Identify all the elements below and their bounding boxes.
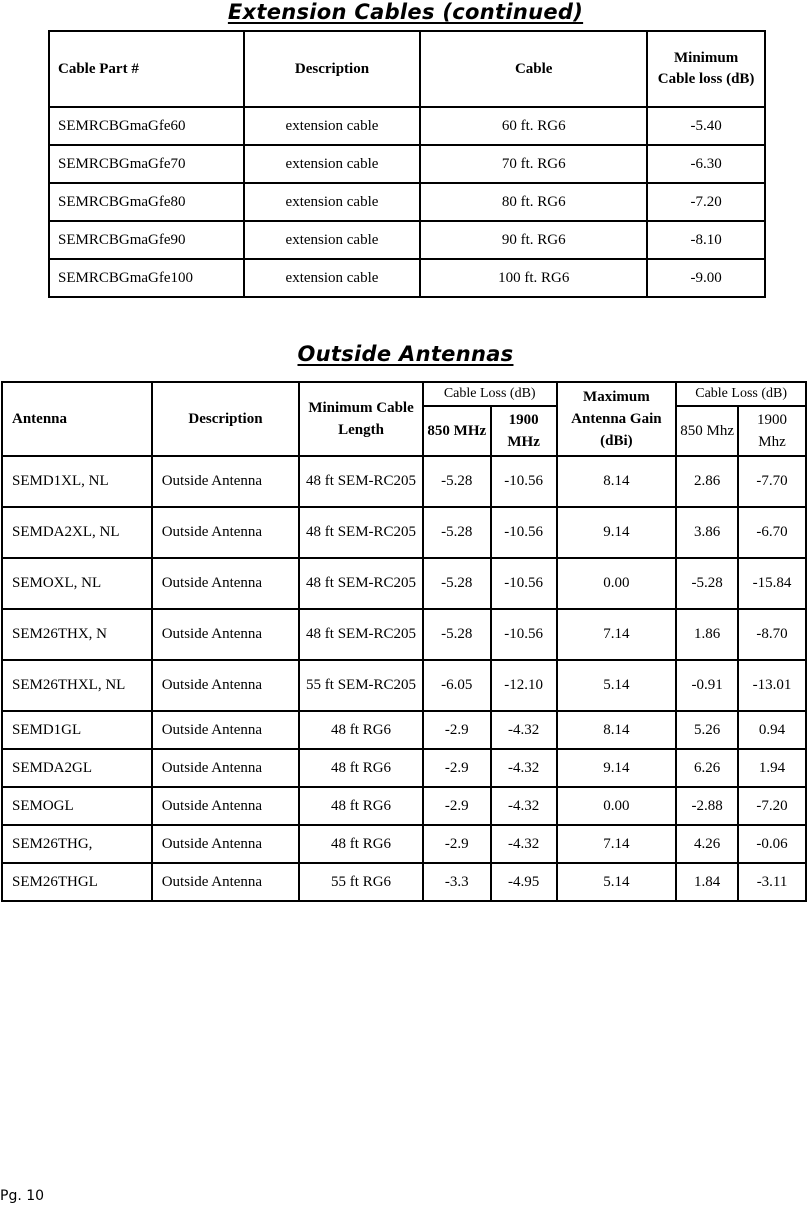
table-row: [49, 145, 765, 183]
cell-cable: 100 ft. RG6: [420, 259, 647, 297]
cell-antenna: SEMOGL: [2, 787, 152, 825]
cell-description: extension cable: [244, 221, 420, 259]
col-header-max-gain: Maximum Antenna Gain (dBi): [557, 382, 677, 456]
col-header-min-cable-length: Minimum Cable Length: [299, 382, 423, 456]
cell-min-length: 48 ft RG6: [299, 825, 423, 863]
cell-loss-850: -5.28: [423, 558, 491, 609]
cell-min-length: 48 ft SEM-RC205: [299, 558, 423, 609]
cell-max-gain: 9.14: [557, 749, 677, 787]
cell-net-850: 4.26: [676, 825, 738, 863]
cell-net-1900: -6.70: [738, 507, 806, 558]
table-row: [2, 507, 806, 558]
cell-max-gain: 5.14: [557, 660, 677, 711]
cell-antenna: SEMD1XL, NL: [2, 456, 152, 507]
extension-cables-title: Extension Cables (continued): [227, 0, 584, 24]
cell-loss-1900: -10.56: [491, 558, 557, 609]
cell-antenna: SEM26THX, N: [2, 609, 152, 660]
cell-min-length: 48 ft SEM-RC205: [299, 609, 423, 660]
cell-max-gain: 5.14: [557, 863, 677, 901]
cell-max-gain: 7.14: [557, 609, 677, 660]
cell-net-1900: -13.01: [738, 660, 806, 711]
cell-net-850: 1.86: [676, 609, 738, 660]
cell-net-1900: 1.94: [738, 749, 806, 787]
cell-loss: -5.40: [647, 107, 765, 145]
cell-loss-850: -2.9: [423, 787, 491, 825]
col-header-loss-1900: 1900 MHz: [491, 406, 557, 456]
cell-cable: 60 ft. RG6: [420, 107, 647, 145]
cell-description: Outside Antenna: [152, 558, 300, 609]
table-header-row: [49, 31, 765, 107]
table-row: [49, 259, 765, 297]
cell-net-850: 1.84: [676, 863, 738, 901]
cell-net-850: -5.28: [676, 558, 738, 609]
cell-description: Outside Antenna: [152, 609, 300, 660]
cell-min-length: 48 ft SEM-RC205: [299, 456, 423, 507]
cell-antenna: SEM26THG,: [2, 825, 152, 863]
cell-description: Outside Antenna: [152, 507, 300, 558]
cell-description: Outside Antenna: [152, 711, 300, 749]
cell-loss: -9.00: [647, 259, 765, 297]
cell-loss-1900: -4.95: [491, 863, 557, 901]
cell-loss-850: -5.28: [423, 456, 491, 507]
cell-net-1900: -0.06: [738, 825, 806, 863]
cell-min-length: 48 ft RG6: [299, 711, 423, 749]
cell-net-850: -0.91: [676, 660, 738, 711]
cell-description: Outside Antenna: [152, 825, 300, 863]
cell-max-gain: 9.14: [557, 507, 677, 558]
outside-antennas-table: [1, 381, 807, 902]
cell-loss-1900: -10.56: [491, 507, 557, 558]
cell-net-1900: 0.94: [738, 711, 806, 749]
table-row: [49, 107, 765, 145]
col-header-net-850: 850 Mhz: [676, 406, 738, 456]
col-group-cable-loss: Cable Loss (dB): [423, 382, 557, 406]
cell-min-length: 55 ft RG6: [299, 863, 423, 901]
cell-part: SEMRCBGmaGfe90: [49, 221, 244, 259]
col-header-loss-850: 850 MHz: [423, 406, 491, 456]
cell-net-850: 6.26: [676, 749, 738, 787]
cell-net-1900: -7.20: [738, 787, 806, 825]
table-row: [2, 825, 806, 863]
table-row: [2, 456, 806, 507]
cell-antenna: SEMD1GL: [2, 711, 152, 749]
table-row: [49, 183, 765, 221]
col-header-antenna: Antenna: [2, 382, 152, 456]
cell-net-850: -2.88: [676, 787, 738, 825]
cell-loss-1900: -10.56: [491, 456, 557, 507]
cell-net-850: 3.86: [676, 507, 738, 558]
cell-description: Outside Antenna: [152, 863, 300, 901]
cell-loss-1900: -10.56: [491, 609, 557, 660]
cell-min-length: 48 ft RG6: [299, 749, 423, 787]
cell-antenna: SEM26THGL: [2, 863, 152, 901]
cell-part: SEMRCBGmaGfe100: [49, 259, 244, 297]
cell-description: extension cable: [244, 107, 420, 145]
cell-description: Outside Antenna: [152, 456, 300, 507]
cell-loss-850: -2.9: [423, 711, 491, 749]
cell-part: SEMRCBGmaGfe70: [49, 145, 244, 183]
cell-antenna: SEMDA2XL, NL: [2, 507, 152, 558]
col-header-description: Description: [244, 31, 420, 107]
col-header-min-cable-loss: Minimum Cable loss (dB): [647, 31, 765, 107]
cell-loss-850: -5.28: [423, 507, 491, 558]
col-header-net-1900: 1900 Mhz: [738, 406, 806, 456]
table-row: [2, 660, 806, 711]
cell-loss-1900: -4.32: [491, 825, 557, 863]
col-header-description: Description: [152, 382, 300, 456]
cell-cable: 80 ft. RG6: [420, 183, 647, 221]
cell-min-length: 55 ft SEM-RC205: [299, 660, 423, 711]
cell-net-1900: -8.70: [738, 609, 806, 660]
table-header-row: [2, 382, 806, 406]
cell-net-850: 2.86: [676, 456, 738, 507]
cell-loss-850: -2.9: [423, 749, 491, 787]
cell-net-1900: -3.11: [738, 863, 806, 901]
cell-cable: 70 ft. RG6: [420, 145, 647, 183]
cell-cable: 90 ft. RG6: [420, 221, 647, 259]
cell-description: Outside Antenna: [152, 749, 300, 787]
col-group-cable-loss-2: Cable Loss (dB): [676, 382, 806, 406]
cell-antenna: SEMDA2GL: [2, 749, 152, 787]
cell-description: extension cable: [244, 145, 420, 183]
extension-cables-table: [48, 30, 766, 298]
table-row: [2, 711, 806, 749]
cell-loss-850: -5.28: [423, 609, 491, 660]
cell-antenna: SEM26THXL, NL: [2, 660, 152, 711]
cell-loss-1900: -4.32: [491, 749, 557, 787]
cell-part: SEMRCBGmaGfe60: [49, 107, 244, 145]
cell-part: SEMRCBGmaGfe80: [49, 183, 244, 221]
cell-net-850: 5.26: [676, 711, 738, 749]
cell-min-length: 48 ft SEM-RC205: [299, 507, 423, 558]
table-row: [2, 787, 806, 825]
cell-loss: -8.10: [647, 221, 765, 259]
cell-antenna: SEMOXL, NL: [2, 558, 152, 609]
cell-loss: -6.30: [647, 145, 765, 183]
cell-max-gain: 7.14: [557, 825, 677, 863]
outside-antennas-title: Outside Antennas: [297, 342, 514, 366]
cell-max-gain: 8.14: [557, 456, 677, 507]
col-header-cable-part: Cable Part #: [49, 31, 244, 107]
cell-loss: -7.20: [647, 183, 765, 221]
cell-loss-850: -2.9: [423, 825, 491, 863]
cell-max-gain: 0.00: [557, 558, 677, 609]
cell-description: Outside Antenna: [152, 660, 300, 711]
table-row: [49, 221, 765, 259]
cell-min-length: 48 ft RG6: [299, 787, 423, 825]
cell-description: extension cable: [244, 183, 420, 221]
cell-max-gain: 8.14: [557, 711, 677, 749]
page-number: Pg. 10: [0, 1188, 45, 1204]
table-row: [2, 558, 806, 609]
cell-max-gain: 0.00: [557, 787, 677, 825]
col-header-cable: Cable: [420, 31, 647, 107]
cell-loss-1900: -4.32: [491, 787, 557, 825]
cell-net-1900: -15.84: [738, 558, 806, 609]
cell-description: Outside Antenna: [152, 787, 300, 825]
table-row: [2, 749, 806, 787]
cell-loss-850: -6.05: [423, 660, 491, 711]
table-row: [2, 863, 806, 901]
cell-loss-850: -3.3: [423, 863, 491, 901]
cell-description: extension cable: [244, 259, 420, 297]
cell-loss-1900: -4.32: [491, 711, 557, 749]
table-row: [2, 609, 806, 660]
cell-net-1900: -7.70: [738, 456, 806, 507]
cell-loss-1900: -12.10: [491, 660, 557, 711]
